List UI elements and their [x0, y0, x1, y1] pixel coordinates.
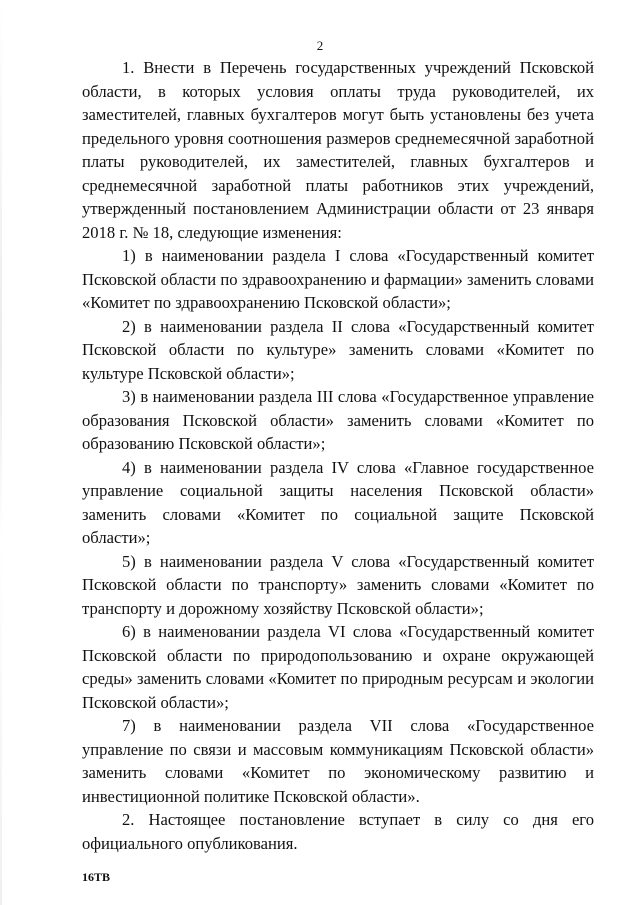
document-body — [82, 56, 594, 855]
paragraph-subitem-4: 4) в наименовании раздела IV слова «Главное государственное управление социальной защиты населения Псковской области» заменить словами «Комитет по социальной защите Псковской области»; — [82, 457, 594, 547]
paragraph-subitem-1: 1) в наименовании раздела I слова «Государственный комитет Псковской области по здравоохранению и фармации» заменить словами «Комитет по здравоохранению Псковской области»; — [82, 246, 594, 312]
paragraph-subitem-7: 7) в наименовании раздела VII слова «Государственное управление по связи и массовым коммуникациям Псковской области» заменить словами «Комитет по экономическому развитию и инвестиционной политике Псковской области». — [82, 716, 594, 806]
paragraph-item-2: 2. Настоящее постановление вступает в силу со дня его официального опубликования. — [82, 810, 594, 853]
scan-edge-shadow — [0, 0, 2, 905]
paragraph-subitem-5: 5) в наименовании раздела V слова «Государственный комитет Псковской области по транспорту» заменить словами «Комитет по транспорту и дорожному хозяйству Псковской области»; — [82, 551, 594, 618]
paragraph-item-1: 1. Внести в Перечень государственных учреждений Псковской области, в которых условия оплаты труда руководителей, их заместителей, главных бухгалтеров могут быть установлены без учета предельного уровня соотношения размеров среднемесячной заработной платы руководителей, их заместителей, главных бухгалтеров и среднемесячной заработной платы работников этих учреждений, утвержденный постановлением Администрации области от 23 января 2018 г. № 18, следующие изменения: — [82, 58, 594, 242]
page-number: 2 — [316, 38, 324, 53]
paragraph-subitem-6: 6) в наименовании раздела VI слова «Государственный комитет Псковской области по природопользованию и охране окружающей среды» заменить словами «Комитет по природным ресурсам и экологии Псковской области»; — [82, 622, 594, 712]
paragraph-subitem-3: 3) в наименовании раздела III слова «Государственное управление образования Псковской области» заменить словами «Комитет по образованию Псковской области»; — [82, 387, 594, 453]
footer-code: 16ТВ — [82, 870, 111, 884]
paragraph-subitem-2: 2) в наименовании раздела II слова «Государственный комитет Псковской области по культуре» заменить словами «Комитет по культуре Псковской области»; — [82, 316, 594, 383]
